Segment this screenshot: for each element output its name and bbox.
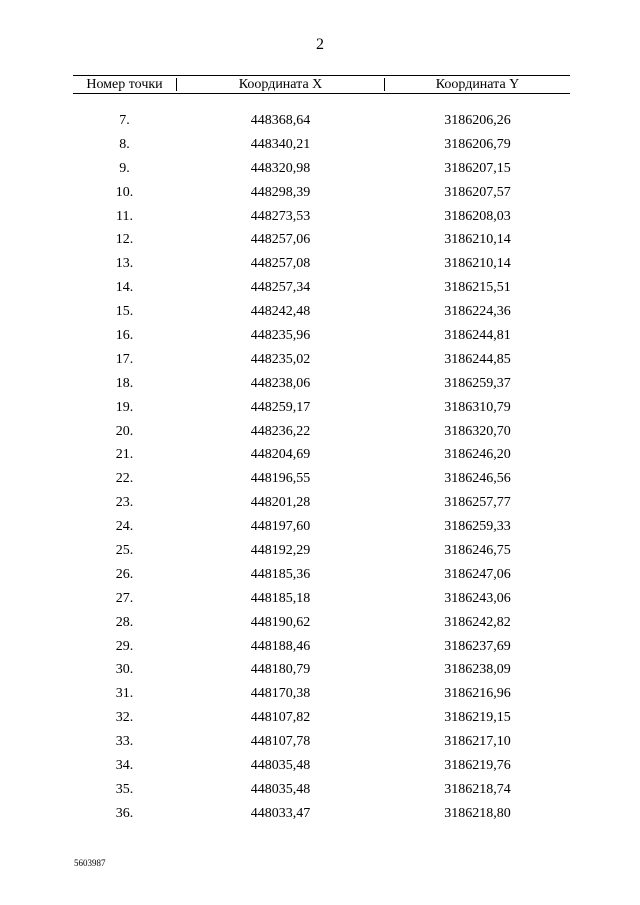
table-row — [73, 109, 570, 133]
coordinate-y-cell: 3186215,51 — [444, 280, 511, 296]
point-number-cell: 34. — [115, 758, 134, 774]
table-row — [73, 730, 570, 754]
table-row — [73, 181, 570, 205]
coordinate-y-cell: 3186244,85 — [444, 351, 511, 367]
coordinate-x-cell: 448201,28 — [250, 495, 311, 511]
point-number-cell: 31. — [115, 686, 134, 702]
point-number-cell: 36. — [115, 805, 134, 821]
coordinate-y-cell: 3186216,96 — [444, 686, 511, 702]
coordinate-y-cell: 3186259,37 — [444, 375, 511, 391]
coordinate-x-cell: 448257,08 — [250, 256, 311, 272]
coordinate-x-cell: 448170,38 — [250, 686, 311, 702]
point-number-cell: 9. — [119, 160, 130, 176]
coordinate-y-cell: 3186244,81 — [444, 328, 511, 344]
page-number: 2 — [316, 36, 324, 53]
coordinate-x-cell: 448368,64 — [250, 113, 311, 128]
point-number-cell: 12. — [115, 232, 134, 248]
point-number-cell: 8. — [119, 136, 130, 152]
coordinate-y-cell: 3186259,33 — [444, 519, 511, 535]
point-number-cell: 15. — [115, 304, 134, 320]
coordinate-x-cell: 448242,48 — [250, 304, 311, 320]
table-row — [73, 300, 570, 324]
point-number-cell: 14. — [115, 280, 134, 296]
coordinate-y-cell: 3186238,09 — [444, 662, 511, 678]
point-number-cell: 19. — [115, 399, 134, 415]
table-row — [73, 754, 570, 778]
coordinate-x-cell: 448196,55 — [250, 471, 311, 487]
coordinate-x-cell: 448235,96 — [250, 328, 311, 344]
table-row — [73, 324, 570, 348]
table-row — [73, 658, 570, 682]
document-code: 5603987 — [74, 858, 106, 868]
coordinate-y-cell: 3186257,77 — [444, 495, 511, 511]
coordinate-x-cell: 448035,48 — [250, 781, 311, 797]
coordinate-y-cell: 3186246,56 — [444, 471, 511, 487]
point-number-cell: 29. — [115, 638, 134, 654]
table-row — [73, 491, 570, 515]
table-row — [73, 587, 570, 611]
coordinate-y-cell: 3186206,26 — [444, 113, 511, 128]
table-row — [73, 396, 570, 420]
table-row — [73, 515, 570, 539]
coordinate-x-cell: 448273,53 — [250, 208, 311, 224]
point-number-cell: 35. — [115, 781, 134, 797]
point-number-cell: 24. — [115, 519, 134, 535]
coordinate-y-cell: 3186224,36 — [444, 304, 511, 320]
table-row — [73, 205, 570, 229]
coordinate-y-cell: 3186243,06 — [444, 590, 511, 606]
point-number-cell: 13. — [115, 256, 134, 272]
table-row — [73, 228, 570, 252]
coordinate-x-cell: 448192,29 — [250, 543, 311, 559]
coordinate-y-cell: 3186219,76 — [444, 758, 511, 774]
coordinate-y-cell: 3186218,74 — [444, 781, 511, 797]
coordinate-x-cell: 448235,02 — [250, 351, 311, 367]
coordinate-y-cell: 3186320,70 — [444, 423, 511, 439]
point-number-cell: 10. — [115, 184, 134, 200]
coordinate-x-cell: 448188,46 — [250, 638, 311, 654]
coordinate-x-cell: 448180,79 — [250, 662, 311, 678]
coordinate-y-cell: 3186208,03 — [444, 208, 511, 224]
coordinate-y-cell: 3186246,75 — [444, 543, 511, 559]
coordinate-y-cell: 3186218,80 — [444, 805, 511, 821]
header-point-number: Номер точки — [86, 77, 163, 92]
table-row — [73, 682, 570, 706]
point-number-cell: 30. — [115, 662, 134, 678]
coordinate-y-cell: 3186210,14 — [444, 256, 511, 272]
table-row — [73, 467, 570, 491]
table-row — [73, 348, 570, 372]
point-number-cell: 22. — [115, 471, 134, 487]
point-number-cell: 11. — [116, 208, 133, 224]
table-row — [73, 420, 570, 444]
table-row — [73, 372, 570, 396]
point-number-cell: 17. — [115, 351, 134, 367]
point-number-cell: 18. — [115, 375, 134, 391]
coordinates-table — [73, 75, 570, 821]
coordinate-x-cell: 448320,98 — [250, 160, 311, 176]
table-row — [73, 706, 570, 730]
table-row — [73, 539, 570, 563]
coordinate-x-cell: 448107,82 — [250, 710, 311, 726]
coordinate-y-cell: 3186219,15 — [444, 710, 511, 726]
table-row — [73, 778, 570, 802]
coordinate-x-cell: 448185,18 — [250, 590, 311, 606]
table-row — [73, 157, 570, 181]
coordinate-y-cell: 3186310,79 — [444, 399, 511, 415]
coordinate-x-cell: 448204,69 — [250, 447, 311, 463]
coordinate-x-cell: 448236,22 — [250, 423, 311, 439]
table-row — [73, 133, 570, 157]
coordinate-x-cell: 448197,60 — [250, 519, 311, 535]
coordinate-x-cell: 448185,36 — [250, 566, 311, 582]
coordinate-x-cell: 448238,06 — [250, 375, 311, 391]
coordinate-x-cell: 448107,78 — [250, 734, 311, 750]
table-body — [73, 109, 570, 826]
coordinate-x-cell: 448340,21 — [250, 136, 311, 152]
coordinate-y-cell: 3186242,82 — [444, 614, 511, 630]
table-row — [73, 276, 570, 300]
coordinate-y-cell: 3186206,79 — [444, 136, 511, 152]
point-number-cell: 16. — [115, 328, 134, 344]
point-number-cell: 26. — [115, 566, 134, 582]
point-number-cell: 20. — [115, 423, 134, 439]
coordinate-x-cell: 448257,06 — [250, 232, 311, 248]
header-coordinate-y: Координата Y — [435, 77, 520, 92]
coordinate-y-cell: 3186210,14 — [444, 232, 511, 248]
point-number-cell: 23. — [115, 495, 134, 511]
coordinate-y-cell: 3186207,57 — [444, 184, 511, 200]
coordinate-x-cell: 448298,39 — [250, 184, 311, 200]
table-row — [73, 635, 570, 659]
coordinate-x-cell: 448257,34 — [250, 280, 311, 296]
point-number-cell: 21. — [115, 447, 134, 463]
coordinate-y-cell: 3186246,20 — [444, 447, 511, 463]
coordinate-x-cell: 448035,48 — [250, 758, 311, 774]
coordinate-y-cell: 3186207,15 — [444, 160, 511, 176]
point-number-cell: 7. — [119, 113, 130, 128]
point-number-cell: 27. — [115, 590, 134, 606]
coordinate-y-cell: 3186237,69 — [444, 638, 511, 654]
coordinate-x-cell: 448033,47 — [250, 805, 311, 821]
coordinate-y-cell: 3186217,10 — [444, 734, 511, 750]
point-number-cell: 25. — [115, 543, 134, 559]
point-number-cell: 32. — [115, 710, 134, 726]
coordinate-x-cell: 448190,62 — [250, 614, 311, 630]
table-row — [73, 802, 570, 826]
point-number-cell: 33. — [115, 734, 134, 750]
header-coordinate-x: Координата X — [238, 77, 323, 92]
table-row — [73, 443, 570, 467]
table-row — [73, 252, 570, 276]
table-header — [73, 75, 570, 94]
coordinate-x-cell: 448259,17 — [250, 399, 311, 415]
table-row — [73, 563, 570, 587]
table-row — [73, 611, 570, 635]
point-number-cell: 28. — [115, 614, 134, 630]
coordinate-y-cell: 3186247,06 — [444, 566, 511, 582]
